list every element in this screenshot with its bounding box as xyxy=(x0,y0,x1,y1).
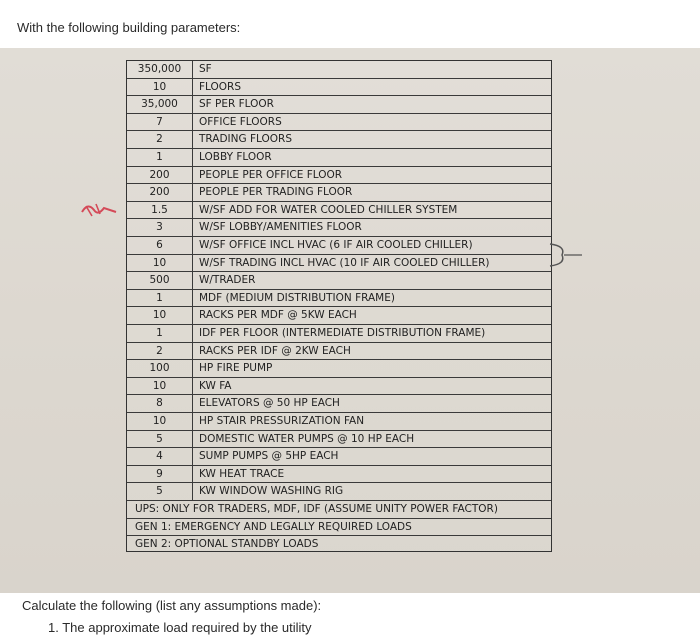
parameter-value: 500 xyxy=(127,272,193,289)
parameter-label: SF PER FLOOR xyxy=(199,98,274,111)
table-row xyxy=(127,343,551,361)
parameter-value: 8 xyxy=(127,395,193,412)
parameter-value: 10 xyxy=(127,79,193,96)
table-row xyxy=(127,219,551,237)
parameter-label: W/SF TRADING INCL HVAC (10 IF AIR COOLED CHILLER) xyxy=(199,256,490,269)
parameter-label: RACKS PER MDF @ 5KW EACH xyxy=(199,309,357,322)
parameter-label: W/SF LOBBY/AMENITIES FLOOR xyxy=(199,221,362,234)
header-band xyxy=(0,0,700,48)
table-row xyxy=(127,114,551,132)
parameter-label: W/TRADER xyxy=(199,274,256,287)
parameter-value: 3 xyxy=(127,219,193,236)
parameter-value: 6 xyxy=(127,237,193,254)
table-row xyxy=(127,202,551,220)
parameter-label: FLOORS xyxy=(199,80,242,93)
parameter-value: 7 xyxy=(127,114,193,131)
table-row xyxy=(127,325,551,343)
parameter-value: 10 xyxy=(127,413,193,430)
note-text: GEN 2: OPTIONAL STANDBY LOADS xyxy=(135,538,319,551)
parameter-table xyxy=(126,60,552,552)
parameter-value: 2 xyxy=(127,343,193,360)
parameter-label: LOBBY FLOOR xyxy=(199,151,272,163)
note-text: UPS: ONLY FOR TRADERS, MDF, IDF (ASSUME UNITY POWER FACTOR) xyxy=(135,503,498,515)
parameter-value: 35,000 xyxy=(127,96,193,113)
parameter-value: 100 xyxy=(127,360,193,377)
table-row xyxy=(127,131,551,149)
parameter-label: IDF PER FLOOR (INTERMEDIATE DISTRIBUTION FRAME) xyxy=(199,327,486,339)
handwritten-mark-icon xyxy=(78,200,120,220)
parameter-value: 9 xyxy=(127,466,193,483)
parameter-value: 1 xyxy=(127,325,193,342)
table-row xyxy=(127,272,551,290)
table-row xyxy=(127,413,551,431)
parameter-label: PEOPLE PER TRADING FLOOR xyxy=(199,186,353,199)
table-row xyxy=(127,184,551,202)
parameter-value: 4 xyxy=(127,448,193,465)
parameter-label: RACKS PER IDF @ 2KW EACH xyxy=(199,344,351,357)
table-row xyxy=(127,466,551,484)
table-row xyxy=(127,96,551,114)
parameter-value: 10 xyxy=(127,378,193,395)
table-row xyxy=(127,149,551,167)
note-row xyxy=(127,519,551,537)
note-row xyxy=(127,536,551,554)
parameter-label: MDF (MEDIUM DISTRIBUTION FRAME) xyxy=(199,291,395,304)
parameter-value: 5 xyxy=(127,431,193,448)
table-row xyxy=(127,360,551,378)
parameter-value: 1 xyxy=(127,149,193,166)
table-row xyxy=(127,167,551,185)
intro-text: With the following building parameters: xyxy=(17,20,241,35)
table-row xyxy=(127,395,551,413)
parameter-label: SF xyxy=(199,63,212,75)
table-row xyxy=(127,79,551,97)
parameter-value: 2 xyxy=(127,131,193,148)
parameter-value: 1 xyxy=(127,290,193,307)
table-row xyxy=(127,483,551,501)
parameter-label: SUMP PUMPS @ 5HP EACH xyxy=(199,450,339,463)
table-row xyxy=(127,290,551,308)
note-text: GEN 1: EMERGENCY AND LEGALLY REQUIRED LOADS xyxy=(135,520,412,533)
parameter-label: ELEVATORS @ 50 HP EACH xyxy=(199,397,340,410)
parameter-value: 5 xyxy=(127,483,193,500)
parameter-label: HP FIRE PUMP xyxy=(199,362,273,375)
parameter-label: DOMESTIC WATER PUMPS @ 10 HP EACH xyxy=(199,432,415,445)
parameter-label: PEOPLE PER OFFICE FLOOR xyxy=(199,168,343,181)
question-heading: Calculate the following (list any assumptions made): xyxy=(22,598,322,613)
table-row xyxy=(127,448,551,466)
parameter-label: W/SF ADD FOR WATER COOLED CHILLER SYSTEM xyxy=(199,203,458,216)
table-row xyxy=(127,431,551,449)
question-item-1: 1. The approximate load required by the utility xyxy=(48,620,312,635)
table-row xyxy=(127,378,551,396)
parameter-label: OFFICE FLOORS xyxy=(199,115,282,128)
table-row xyxy=(127,237,551,255)
parameter-value: 10 xyxy=(127,255,193,272)
handwritten-bracket-icon xyxy=(548,240,588,270)
parameter-label: KW HEAT TRACE xyxy=(199,467,285,480)
parameter-value: 1.5 xyxy=(127,202,193,219)
parameter-value: 200 xyxy=(127,167,193,184)
parameter-value: 350,000 xyxy=(127,61,193,78)
parameter-label: HP STAIR PRESSURIZATION FAN xyxy=(199,415,365,427)
parameter-value: 10 xyxy=(127,307,193,324)
table-row xyxy=(127,307,551,325)
note-row xyxy=(127,501,551,519)
parameter-value: 200 xyxy=(127,184,193,201)
parameter-label: TRADING FLOORS xyxy=(199,133,292,146)
parameter-label: W/SF OFFICE INCL HVAC (6 IF AIR COOLED CHILLER) xyxy=(199,239,473,251)
parameter-label: KW FA xyxy=(199,379,232,392)
table-row xyxy=(127,61,551,79)
parameter-label: KW WINDOW WASHING RIG xyxy=(199,485,344,498)
table-row xyxy=(127,255,551,273)
